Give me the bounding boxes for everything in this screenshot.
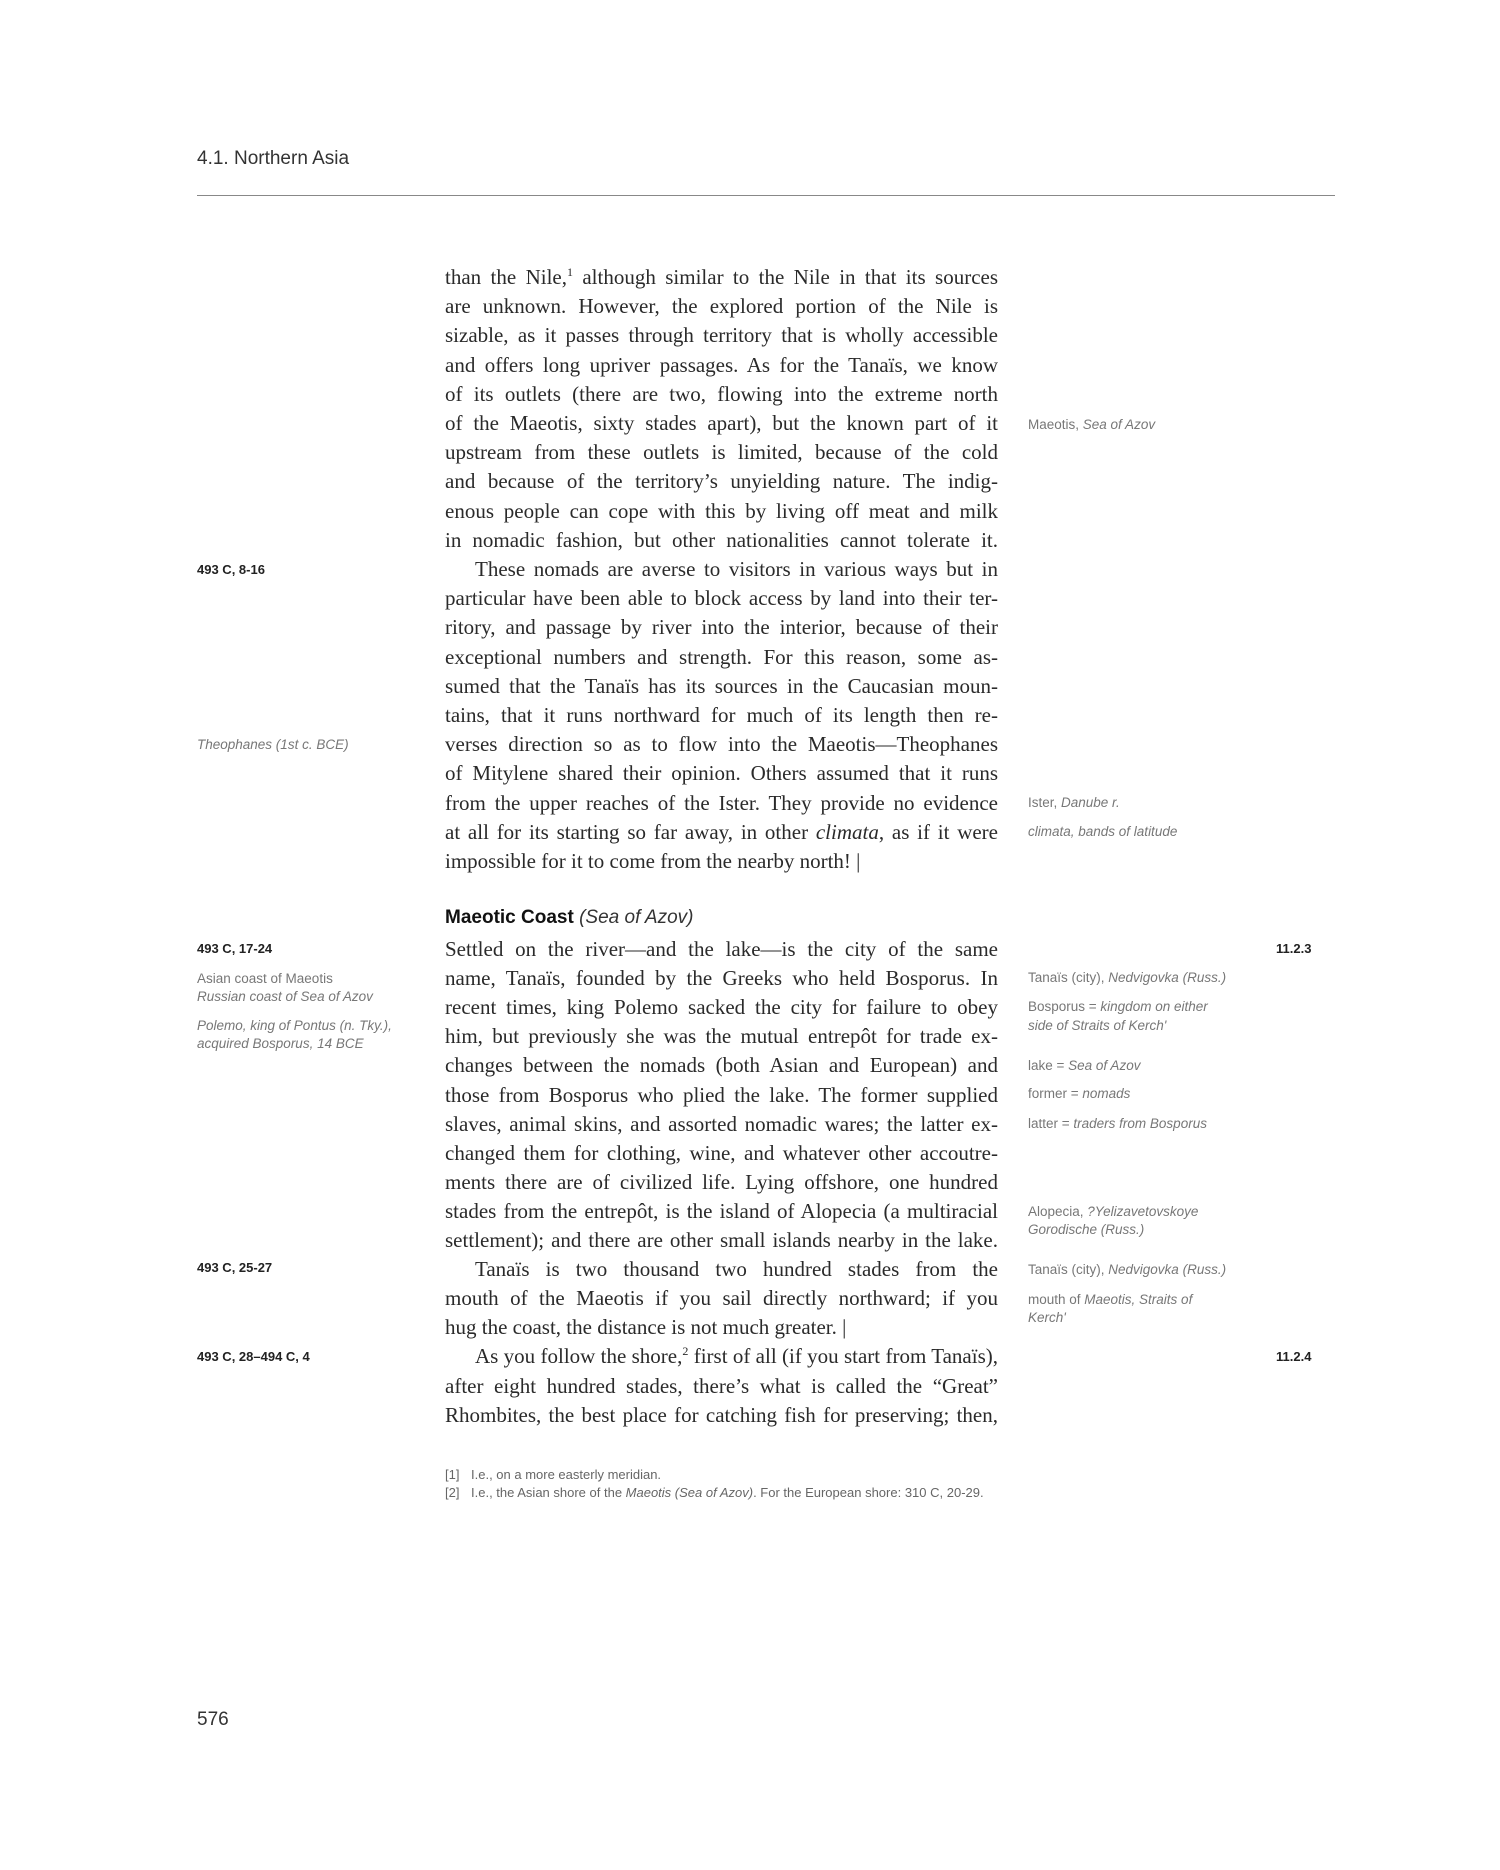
body-line: and offers long upriver passages. As for the Tanaïs, we know [445,352,998,377]
body-line: him, but previously she was the mutual entrepôt for trade ex- [445,1024,998,1049]
footnote-number: [1] [445,1467,460,1482]
text-run: lake = [1028,1058,1069,1073]
footnote-marker: 1 [566,265,573,279]
body-line: in nomadic fashion, but other nationalities cannot tolerate it. [445,527,998,552]
margin-note [1028,416,1155,434]
text-run: than the Nile, [445,265,567,289]
body-line: of its outlets (there are two, flowing into the extreme north [445,381,998,406]
text-run: Bosporus = [1028,999,1101,1014]
text-run: Polemo, king of Pontus (n. Tky.), [197,1018,392,1033]
margin-note [197,1035,364,1053]
text-run: Kerch' [1028,1310,1066,1325]
text-run: at all for its starting so far away, in other [445,819,816,844]
text-run: kingdom on either [1100,999,1208,1014]
text-run: Tanaïs (city), [1028,970,1109,985]
source-reference: 493 C, 28–494 C, 4 [197,1349,310,1364]
text-run: latter = [1028,1116,1074,1131]
footnote-text [471,1484,1001,1502]
source-reference: 493 C, 8-16 [197,562,265,577]
body-line: upstream from these outlets is limited, because of the cold [445,440,998,465]
margin-note [1028,823,1177,841]
text-run: climata, bands of latitude [1028,824,1178,839]
body-line: Rhombites, the best place for catching fish for preserving; then, [445,1402,998,1427]
margin-note [1028,1057,1140,1075]
body-line: settlement); and there are other small islands nearby in the lake. [445,1228,998,1252]
body-line: ritory, and passage by river into the interior, because of their [445,615,998,640]
margin-note [1028,998,1208,1016]
margin-note [1028,1221,1144,1239]
source-reference: 11.2.3 [1276,941,1312,956]
body-line: Tanaïs is two thousand two hundred stades from the [475,1257,998,1282]
text-run: Alopecia, [1028,1204,1088,1219]
text-run: I.e., the Asian shore of the [471,1485,626,1500]
body-line: hug the coast, the distance is not much greater. | [445,1315,847,1340]
section-heading [445,907,694,929]
text-run: climata [815,819,879,844]
body-line: from the upper reaches of the Ister. They provide no evidence [445,790,998,815]
margin-note [1028,1261,1226,1279]
margin-note [1028,1017,1166,1035]
text-run: Maeotis, [1028,417,1083,432]
margin-note [197,736,349,754]
text-run: Sea of Azov [1068,1058,1141,1073]
text-run: Tanaïs (city), [1028,1262,1109,1277]
margin-note [1028,794,1120,812]
text-run: former = [1028,1086,1083,1101]
margin-note [1028,1203,1198,1221]
footnote [445,1484,1005,1502]
body-line: verses direction so as to flow into the Maeotis—Theophanes [445,732,998,757]
body-line: These nomads are averse to visitors in various ways but in [475,557,998,581]
body-line: are unknown. However, the explored portion of the Nile is [445,294,998,319]
text-run: Sea of Azov [1082,417,1156,432]
margin-note [1028,1085,1130,1103]
body-line: particular have been able to block access by land into their ter- [445,586,998,611]
text-run: Maeotis, Straits of [1084,1292,1193,1307]
text-run: acquired Bosporus, 14 BCE [197,1036,364,1051]
margin-note [1028,1115,1207,1133]
margin-note [1028,1309,1066,1327]
text-run: ?Yelizavetovskoye [1087,1204,1199,1219]
body-line: ments there are of civilized life. Lying offshore, one hundred [445,1169,998,1194]
text-run: . For the European shore: 310 C, 20-29. [753,1485,984,1500]
body-line: mouth of the Maeotis if you sail directly northward; if you [445,1286,998,1311]
text-run: Danube r. [1061,795,1120,810]
margin-note [197,1017,392,1035]
text-run: Nedvigovka (Russ.) [1108,970,1227,985]
body-line [445,265,998,289]
body-line: tains, that it runs northward for much of its length then re- [445,703,998,727]
page-number: 576 [197,1709,229,1730]
source-reference: 493 C, 17-24 [197,941,273,956]
section-title: Maeotic Coast [445,907,574,928]
body-line: enous people can cope with this by living off meat and milk [445,498,998,523]
margin-note [1028,969,1226,987]
body-line: sizable, as it passes through territory that is wholly accessible [445,323,998,348]
footnote [445,1466,1005,1484]
body-line: exceptional numbers and strength. For this reason, some as- [445,644,998,669]
text-run: Maeotis (Sea of Azov) [625,1485,754,1500]
header-rule [197,195,1335,196]
text-run: Ister, [1028,795,1062,810]
text-run: As you follow the shore, [475,1344,683,1369]
text-run: mouth of [1028,1292,1085,1307]
source-reference: 493 C, 25-27 [197,1260,273,1275]
body-line: slaves, animal skins, and assorted nomadic wares; the latter ex- [445,1111,998,1136]
text-run: Asian coast of Maeotis [197,971,333,986]
body-line [445,1344,998,1368]
text-run: Nedvigovka (Russ.) [1108,1262,1227,1277]
body-line: sumed that the Tanaïs has its sources in the Caucasian moun- [445,673,998,698]
text-run: traders from Bosporus [1073,1116,1207,1131]
margin-note [197,988,373,1006]
body-line [445,820,998,844]
text-run: Russian coast of Sea of Azov [197,989,373,1004]
footnote-marker: 2 [682,1344,689,1359]
text-run: side of Straits of Kerch' [1028,1018,1167,1033]
body-line: recent times, king Polemo sacked the city for failure to obey [445,995,998,1020]
body-line: changed them for clothing, wine, and whatever other accoutre- [445,1140,998,1165]
body-line: Settled on the river—and the lake—is the city of the same [445,937,998,961]
text-run: although similar to the Nile in that its sources [572,265,999,289]
section-subtitle: (Sea of Azov) [579,907,694,928]
running-header: 4.1. Northern Asia [197,148,350,169]
footnote-text [471,1466,1001,1484]
body-line: of Mitylene shared their opinion. Others assumed that it runs [445,761,998,786]
text-run: Theophanes (1st c. BCE) [197,737,349,752]
body-line: name, Tanaïs, founded by the Greeks who held Bosporus. In [445,966,998,991]
text-run: first of all (if you start from Tanaïs), [688,1344,998,1369]
body-line: impossible for it to come from the nearby north! | [445,849,861,873]
footnote-number: [2] [445,1485,460,1500]
text-run: , as if it were [878,819,998,844]
body-line: those from Bosporus who plied the lake. The former supplied [445,1082,998,1107]
margin-note [197,970,333,988]
source-reference: 11.2.4 [1276,1349,1312,1364]
margin-note [1028,1291,1192,1309]
text-run: Gorodische (Russ.) [1028,1222,1145,1237]
body-line: stades from the entrepôt, is the island of Alopecia (a multiracial [445,1198,998,1223]
body-line: and because of the territory’s unyielding nature. The indig- [445,469,998,494]
text-run: I.e., on a more easterly meridian. [471,1467,662,1482]
body-line: after eight hundred stades, there’s what is called the “Great” [445,1373,998,1398]
body-line: of the Maeotis, sixty stades apart), but the known part of it [445,411,998,435]
text-run: nomads [1082,1086,1131,1101]
body-line: changes between the nomads (both Asian and European) and [445,1053,998,1078]
